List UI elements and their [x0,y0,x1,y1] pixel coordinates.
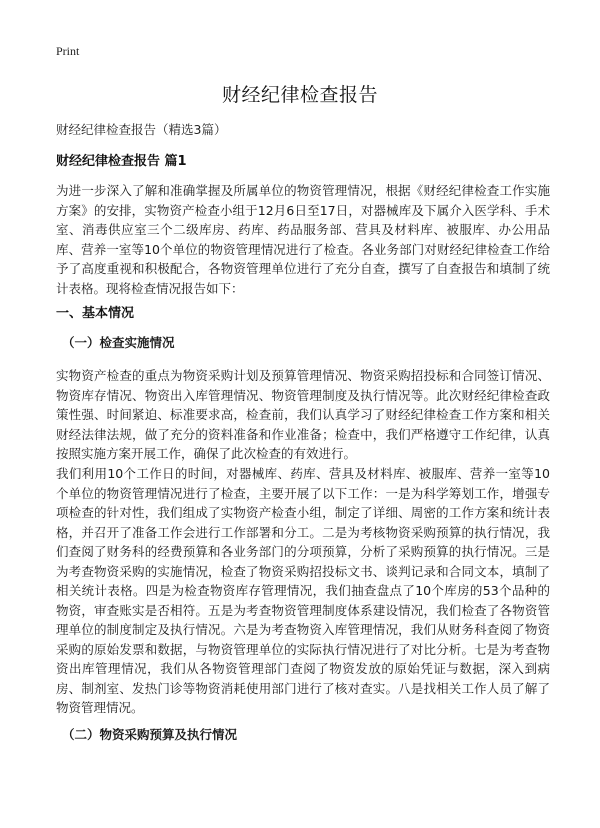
procurement-budget-heading: （二）物资采购预算及执行情况 [62,727,238,742]
print-label: Print [56,44,80,58]
page-title: 财经纪律检查报告 [221,84,378,106]
basic-situation-heading: 一、基本情况 [56,306,135,321]
intro-paragraph: 为进一步深入了解和准确掌握及所属单位的物资管理情况，根据《财经纪律检查工作实施方案》的安排，实物资产检查小组于12月6日至17日，对器械库及下属介入医学科、手术室、消毒供应室三个二级库房、药库、药品服务部、营具及材料库、被服库、办公用品库、营养一室等10个单位的物资管理情况进行了检查。各业务部门对财经纪律检查工作给予了高度重视和积极配合，各物资管理单位进行了充分自查，撰写了自查报告和填制了统计表格。现将检查情况报告如下： [56,183,550,296]
inspection-implementation-heading: （一）检查实施情况 [62,335,175,350]
inspection-work-paragraph: 我们利用10个工作日的时间，对器械库、药库、营具及材料库、被服库、营养一室等10个单位的物资管理情况进行了检查，主要开展了以下工作：一是为科学筹划工作，增强专项检查的针对性，我们组成了实物资产检查小组，制定了详细、周密的工作方案和统计表格，并召开了准备工作会进行工作部署和分工。二是为考核物资采购预算的执行情况，我们查阅了财务科的经费预算和各业务部门的分项预算，分析了采购预算的执行情况。三是为考查物资采购的实施情况，检查了物资采购招投标文书、谈判记录和合同文本，填制了相关统计表格。四是为检查物资库存管理情况，我们抽查盘点了10个库房的53个品种的物资，审查账实是否相符。五是为考查物资管理制度体系建设情况，我们检查了各物资管理单位的制度制定及执行情况。六是为考查物资入库管理情况，我们从财务科查阅了物资采购的原始发票和数据，与物资管理单位的实际执行情况进行了对比分析。七是为考查物资出库管理情况，我们从各物资管理部门查阅了物资发放的原始凭证与数据，深入到病房、制剂室、发热门诊等物资消耗使用部门进行了核对查实。八是找相关工作人员了解了物资管理情况。 [56,466,550,715]
inspection-focus-paragraph: 实物资产检查的重点为物资采购计划及预算管理情况、物资采购招投标和合同签订情况、物资库存情况、物资出入库管理情况、物资管理制度及执行情况等。此次财经纪律检查政策性强、时间紧迫、标准要求高，检查前，我们认真学习了财经纪律检查工作方案和相关财经法律法规，做了充分的资料准备和作业准备；检查中，我们严格遵守工作纪律，认真按照实施方案开展工作，确保了此次检查的有效进行。 [56,368,550,461]
section-heading: 财经纪律检查报告 篇1 [56,154,187,169]
document-subtitle: 财经纪律检查报告（精选3篇） [56,122,227,137]
